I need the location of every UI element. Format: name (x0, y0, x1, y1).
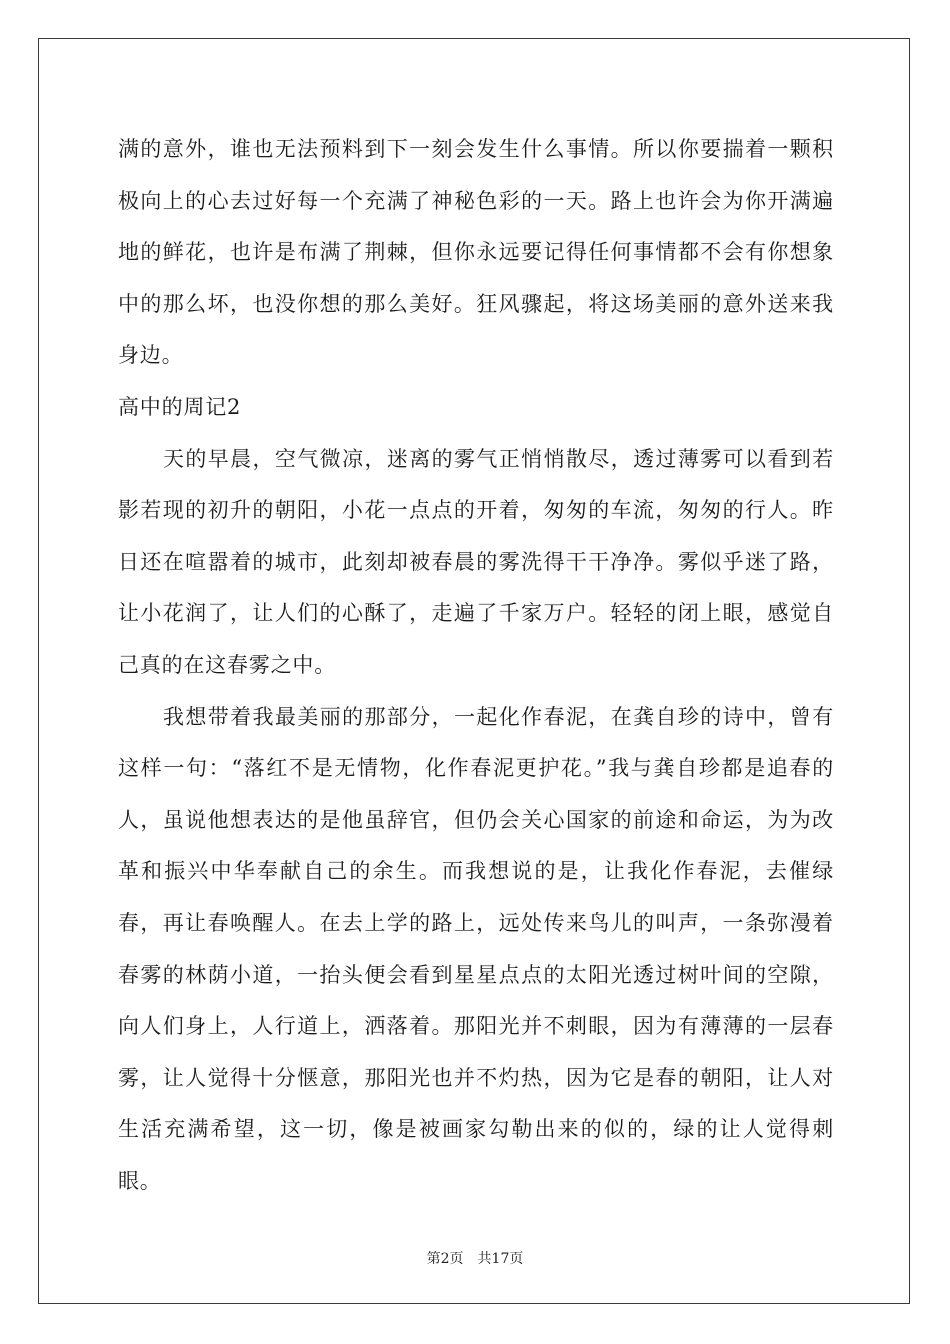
page-number: 第2页 (426, 1251, 464, 1267)
paragraph-morning-fog: 天的早晨，空气微凉，迷离的雾气正悄悄散尽，透过薄雾可以看到若影若现的初升的朝阳，小花一点点的开着，匆匆的车流，匆匆的行人。昨日还在喧嚣着的城市，此刻却被春晨的雾洗得干干净净。雾似乎迷了路，让小花润了，让人们的心酥了，走遍了千家万户。轻轻的闭上眼，感觉自己真的在这春雾之中。 (118, 446, 834, 677)
page-total: 共17页 (477, 1251, 524, 1267)
page-footer (0, 1248, 950, 1268)
section-heading: 高中的周记2 (118, 394, 242, 419)
paragraph-continued: 满的意外，谁也无法预料到下一刻会发生什么事情。所以你要揣着一颗积极向上的心去过好每一个充满了神秘色彩的一天。路上也许会为你开满遍地的鲜花，也许是布满了荆棘，但你永远要记得任何事情都不会有你想象中的那么坏，也没你想的那么美好。狂风骤起，将这场美丽的意外送来我身边。 (118, 137, 834, 368)
document-body (118, 124, 834, 1207)
paragraph-spring-mud: 我想带着我最美丽的那部分，一起化作春泥，在龚自珍的诗中，曾有这样一句：“落红不是无情物，化作春泥更护花。”我与龚自珍都是追春的人，虽说他想表达的是他虽辞官，但仍会关心国家的前途和命运，为为改革和振兴中华奉献自己的余生。而我想说的是，让我化作春泥，去催绿春，再让春唤醒人。在去上学的路上，远处传来鸟儿的叫声，一条弥漫着春雾的林荫小道，一抬头便会看到星星点点的太阳光透过树叶间的空隙，向人们身上，人行道上，洒落着。那阳光并不刺眼，因为有薄薄的一层春雾，让人觉得十分惬意，那阳光也并不灼热，因为它是春的朝阳，让人对生活充满希望，这一切，像是被画家勾勒出来的似的，绿的让人觉得刺眼。 (118, 704, 834, 1193)
